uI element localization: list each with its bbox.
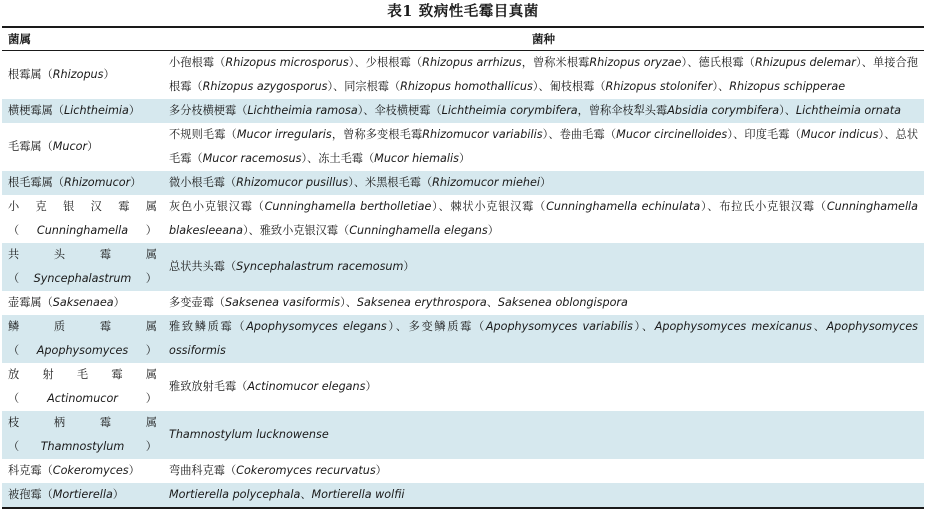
species-text: ）、棘状小克银汉霉（: [431, 200, 547, 213]
genus-close-paren: ）: [128, 224, 157, 237]
table-title-text: 致病性毛霉目真菌: [418, 4, 539, 20]
genus-latin-name: Cokeromyces: [52, 464, 129, 477]
table-row: [2, 411, 924, 459]
genus-cell: [2, 291, 163, 315]
species-latin-name: Lichtheimia ramosa: [247, 104, 358, 117]
species-text: ）、少根根霉（: [348, 56, 423, 69]
table-row: [2, 195, 924, 243]
species-cell: [163, 459, 924, 483]
table-row: [2, 315, 924, 363]
genus-cell: [2, 243, 163, 291]
genus-chinese-name: 放 射 毛 霉 属（: [8, 368, 157, 405]
species-latin-name: Syncephalastrum racemosum: [236, 260, 404, 273]
species-latin-name: Cunninghamella bertholletiae: [264, 200, 432, 213]
species-text: ）、: [632, 320, 655, 333]
table-row: [2, 363, 924, 411]
table-row: [2, 51, 924, 100]
table-header-row: [2, 27, 924, 51]
species-latin-name: Actinomucor elegans: [247, 380, 366, 393]
species-latin-name: Rhizupus delemar: [754, 56, 856, 69]
genus-latin-name: Rhizopus: [52, 68, 104, 81]
genus-chinese-name: 小 克 银 汉 霉 属（: [8, 200, 157, 237]
species-text: ）: [365, 380, 377, 393]
table-row: [2, 291, 924, 315]
species-text: 雅致鳞质霉（: [169, 320, 247, 333]
table-row: [2, 459, 924, 483]
species-latin-name: Mucor irregularis: [236, 128, 332, 141]
species-cell: [163, 315, 924, 363]
genus-close-paren: ）: [117, 392, 157, 405]
genus-cell: [2, 171, 163, 195]
species-latin-name: Rhizopus stolonifer: [605, 80, 713, 93]
table-row: [2, 243, 924, 291]
species-latin-name: Mucor circinelloides: [616, 128, 728, 141]
species-text: ）、: [779, 104, 796, 117]
genus-chinese-name: 根毛霉属（: [8, 176, 64, 189]
species-text: ）、布拉氏小克银汉霉（: [700, 200, 827, 213]
species-cell: [163, 123, 924, 171]
species-text: ）、雅致小克银汉霉（: [242, 224, 350, 237]
genus-latin-name: Apophysomyces: [36, 344, 129, 357]
species-latin-name: Mucor hiemalis: [374, 152, 459, 165]
genus-latin-name: Cunninghamella: [36, 224, 129, 237]
species-latin-name: Thamnostylum lucknowense: [169, 428, 329, 441]
species-latin-name: Rhizopus homothallicus: [400, 80, 533, 93]
species-cell: [163, 195, 924, 243]
species-latin-name: Rhizopus oryzae: [589, 56, 682, 69]
genus-close-paren: ）: [128, 464, 140, 477]
species-latin-name: Apophysomyces mexicanus: [654, 320, 812, 333]
genus-cell: [2, 363, 163, 411]
genus-close-paren: ）: [124, 440, 157, 453]
species-cell: [163, 99, 924, 123]
genus-chinese-name: 横梗霉属（: [8, 104, 64, 117]
species-text: 总状共头霉（: [169, 260, 237, 273]
species-text: ）、: [340, 296, 357, 309]
genus-chinese-name: 共 头 霉 属（: [8, 248, 157, 285]
species-text: 、: [486, 296, 498, 309]
species-latin-name: Rhizopus arrhizus: [422, 56, 522, 69]
species-latin-name: Rhizomucor pusillus: [236, 176, 349, 189]
species-text: 不规则毛霉（: [169, 128, 237, 141]
species-text: ，曾称伞枝犁头霉: [577, 104, 668, 117]
species-latin-name: Mucor racemosus: [202, 152, 302, 165]
species-text: 多变壶霉（: [169, 296, 225, 309]
species-latin-name: Saksenea erythrospora: [356, 296, 487, 309]
species-text: ）、德氏根霉（: [681, 56, 755, 69]
table-number: 表1: [387, 3, 413, 20]
genus-chinese-name: 毛霉属（: [8, 140, 53, 153]
species-latin-name: Saksenea vasiformis: [224, 296, 341, 309]
species-text: 雅致放射毛霉（: [169, 380, 248, 393]
species-latin-name: Lichtheimia ornata: [795, 104, 901, 117]
genus-latin-name: Rhizomucor: [63, 176, 131, 189]
table-body: [2, 51, 924, 509]
species-text: 多分枝横梗霉（: [169, 104, 248, 117]
species-latin-name: Lichtheimia corymbifera: [441, 104, 578, 117]
species-latin-name: Rhizomucor miehei: [432, 176, 540, 189]
genus-close-paren: ）: [103, 68, 115, 81]
genus-close-paren: ）: [130, 176, 142, 189]
species-text: 、: [300, 488, 312, 501]
genus-close-paren: ）: [113, 296, 125, 309]
genus-cell: [2, 411, 163, 459]
genus-chinese-name: 科克霉（: [8, 464, 53, 477]
species-cell: [163, 291, 924, 315]
genus-close-paren: ）: [128, 104, 141, 117]
species-text: 、: [811, 320, 827, 333]
genus-latin-name: Mucor: [52, 140, 88, 153]
genus-latin-name: Lichtheimia: [63, 104, 129, 117]
genus-latin-name: Syncephalastrum: [33, 272, 132, 285]
species-text: ）、: [712, 80, 730, 93]
genus-close-paren: ）: [128, 344, 157, 357]
genus-chinese-name: 枝 柄 霉 属（: [8, 416, 157, 453]
species-text: ）、冻土毛霉（: [301, 152, 375, 165]
species-text: ）: [487, 224, 499, 237]
genus-latin-name: Actinomucor: [47, 392, 118, 405]
species-text: ）、伞枝横梗霉（: [357, 104, 442, 117]
species-latin-name: Absidia corymbifera: [667, 104, 780, 117]
genus-chinese-name: 壶霉属（: [8, 296, 53, 309]
genus-chinese-name: 被孢霉（: [8, 488, 53, 501]
species-text: ）、单接合孢根霉（: [169, 56, 918, 93]
species-cell: [163, 363, 924, 411]
table-title: [0, 0, 926, 24]
genus-latin-name: Mortierella: [52, 488, 113, 501]
species-cell: [163, 51, 924, 100]
species-latin-name: Cunninghamella elegans: [349, 224, 488, 237]
species-text: ）、匍枝根霉（: [532, 80, 606, 93]
species-text: ）: [539, 176, 552, 189]
species-cell: [163, 411, 924, 459]
species-latin-name: Cokeromyces recurvatus: [236, 464, 376, 477]
species-text: ）、多变鳞质霉（: [386, 320, 486, 333]
species-latin-name: Cunninghamella blakesleeana: [169, 200, 919, 237]
species-latin-name: Rhizopus microsporus: [225, 56, 349, 69]
table-row: [2, 483, 924, 508]
species-latin-name: Mucor indicus: [800, 128, 879, 141]
genus-cell: [2, 195, 163, 243]
species-cell: [163, 243, 924, 291]
species-latin-name: Rhizomucor variabilis: [422, 128, 543, 141]
species-text: ）、米黑根毛霉（: [348, 176, 433, 189]
species-text: 小孢根霉（: [169, 56, 226, 69]
species-latin-name: Mortierella polycephala: [169, 488, 301, 501]
genus-cell: [2, 123, 163, 171]
species-text: ）: [403, 260, 415, 273]
genus-cell: [2, 51, 163, 100]
species-latin-name: Rhizopus schipperae: [729, 80, 846, 93]
genus-latin-name: Saksenaea: [52, 296, 114, 309]
genus-cell: [2, 483, 163, 508]
genus-close-paren: ）: [87, 140, 99, 153]
fungi-table: [2, 26, 924, 509]
header-species: 菌种: [163, 27, 924, 51]
species-text: ，曾称米根霉: [521, 56, 590, 69]
species-latin-name: Apophysomyces ossiformis: [169, 320, 918, 357]
genus-close-paren: ）: [131, 272, 157, 285]
species-text: ）、同宗根霉（: [327, 80, 401, 93]
species-text: 弯曲科克霉（: [169, 464, 237, 477]
table-row: [2, 99, 924, 123]
genus-close-paren: ）: [112, 488, 124, 501]
species-text: ）: [458, 152, 471, 165]
species-text: 微小根毛霉（: [169, 176, 237, 189]
species-latin-name: Mortierella wolfii: [311, 488, 405, 501]
genus-cell: [2, 459, 163, 483]
species-text: ）: [375, 464, 387, 477]
genus-cell: [2, 99, 163, 123]
species-text: ）、印度毛霉（: [727, 128, 801, 141]
table-row: [2, 123, 924, 171]
table-row: [2, 171, 924, 195]
species-latin-name: Apophysomyces elegans: [246, 320, 387, 333]
species-text: 灰色小克银汉霉（: [169, 200, 265, 213]
species-cell: [163, 483, 924, 508]
genus-latin-name: Thamnostylum: [40, 440, 125, 453]
genus-cell: [2, 315, 163, 363]
species-latin-name: Rhizopus azygosporus: [202, 80, 328, 93]
species-latin-name: Apophysomyces variabilis: [485, 320, 633, 333]
species-cell: [163, 171, 924, 195]
species-text: ）、卷曲毛霉（: [542, 128, 617, 141]
species-latin-name: Cunninghamella echinulata: [546, 200, 701, 213]
genus-chinese-name: 根霉属（: [8, 68, 53, 81]
species-text: ，曾称多变根毛霉: [331, 128, 423, 141]
header-genus: 菌属: [2, 27, 163, 51]
species-latin-name: Saksenea oblongispora: [497, 296, 628, 309]
species-text: ）、总状毛霉（: [169, 128, 919, 165]
genus-chinese-name: 鳞 质 霉 属（: [8, 320, 157, 357]
